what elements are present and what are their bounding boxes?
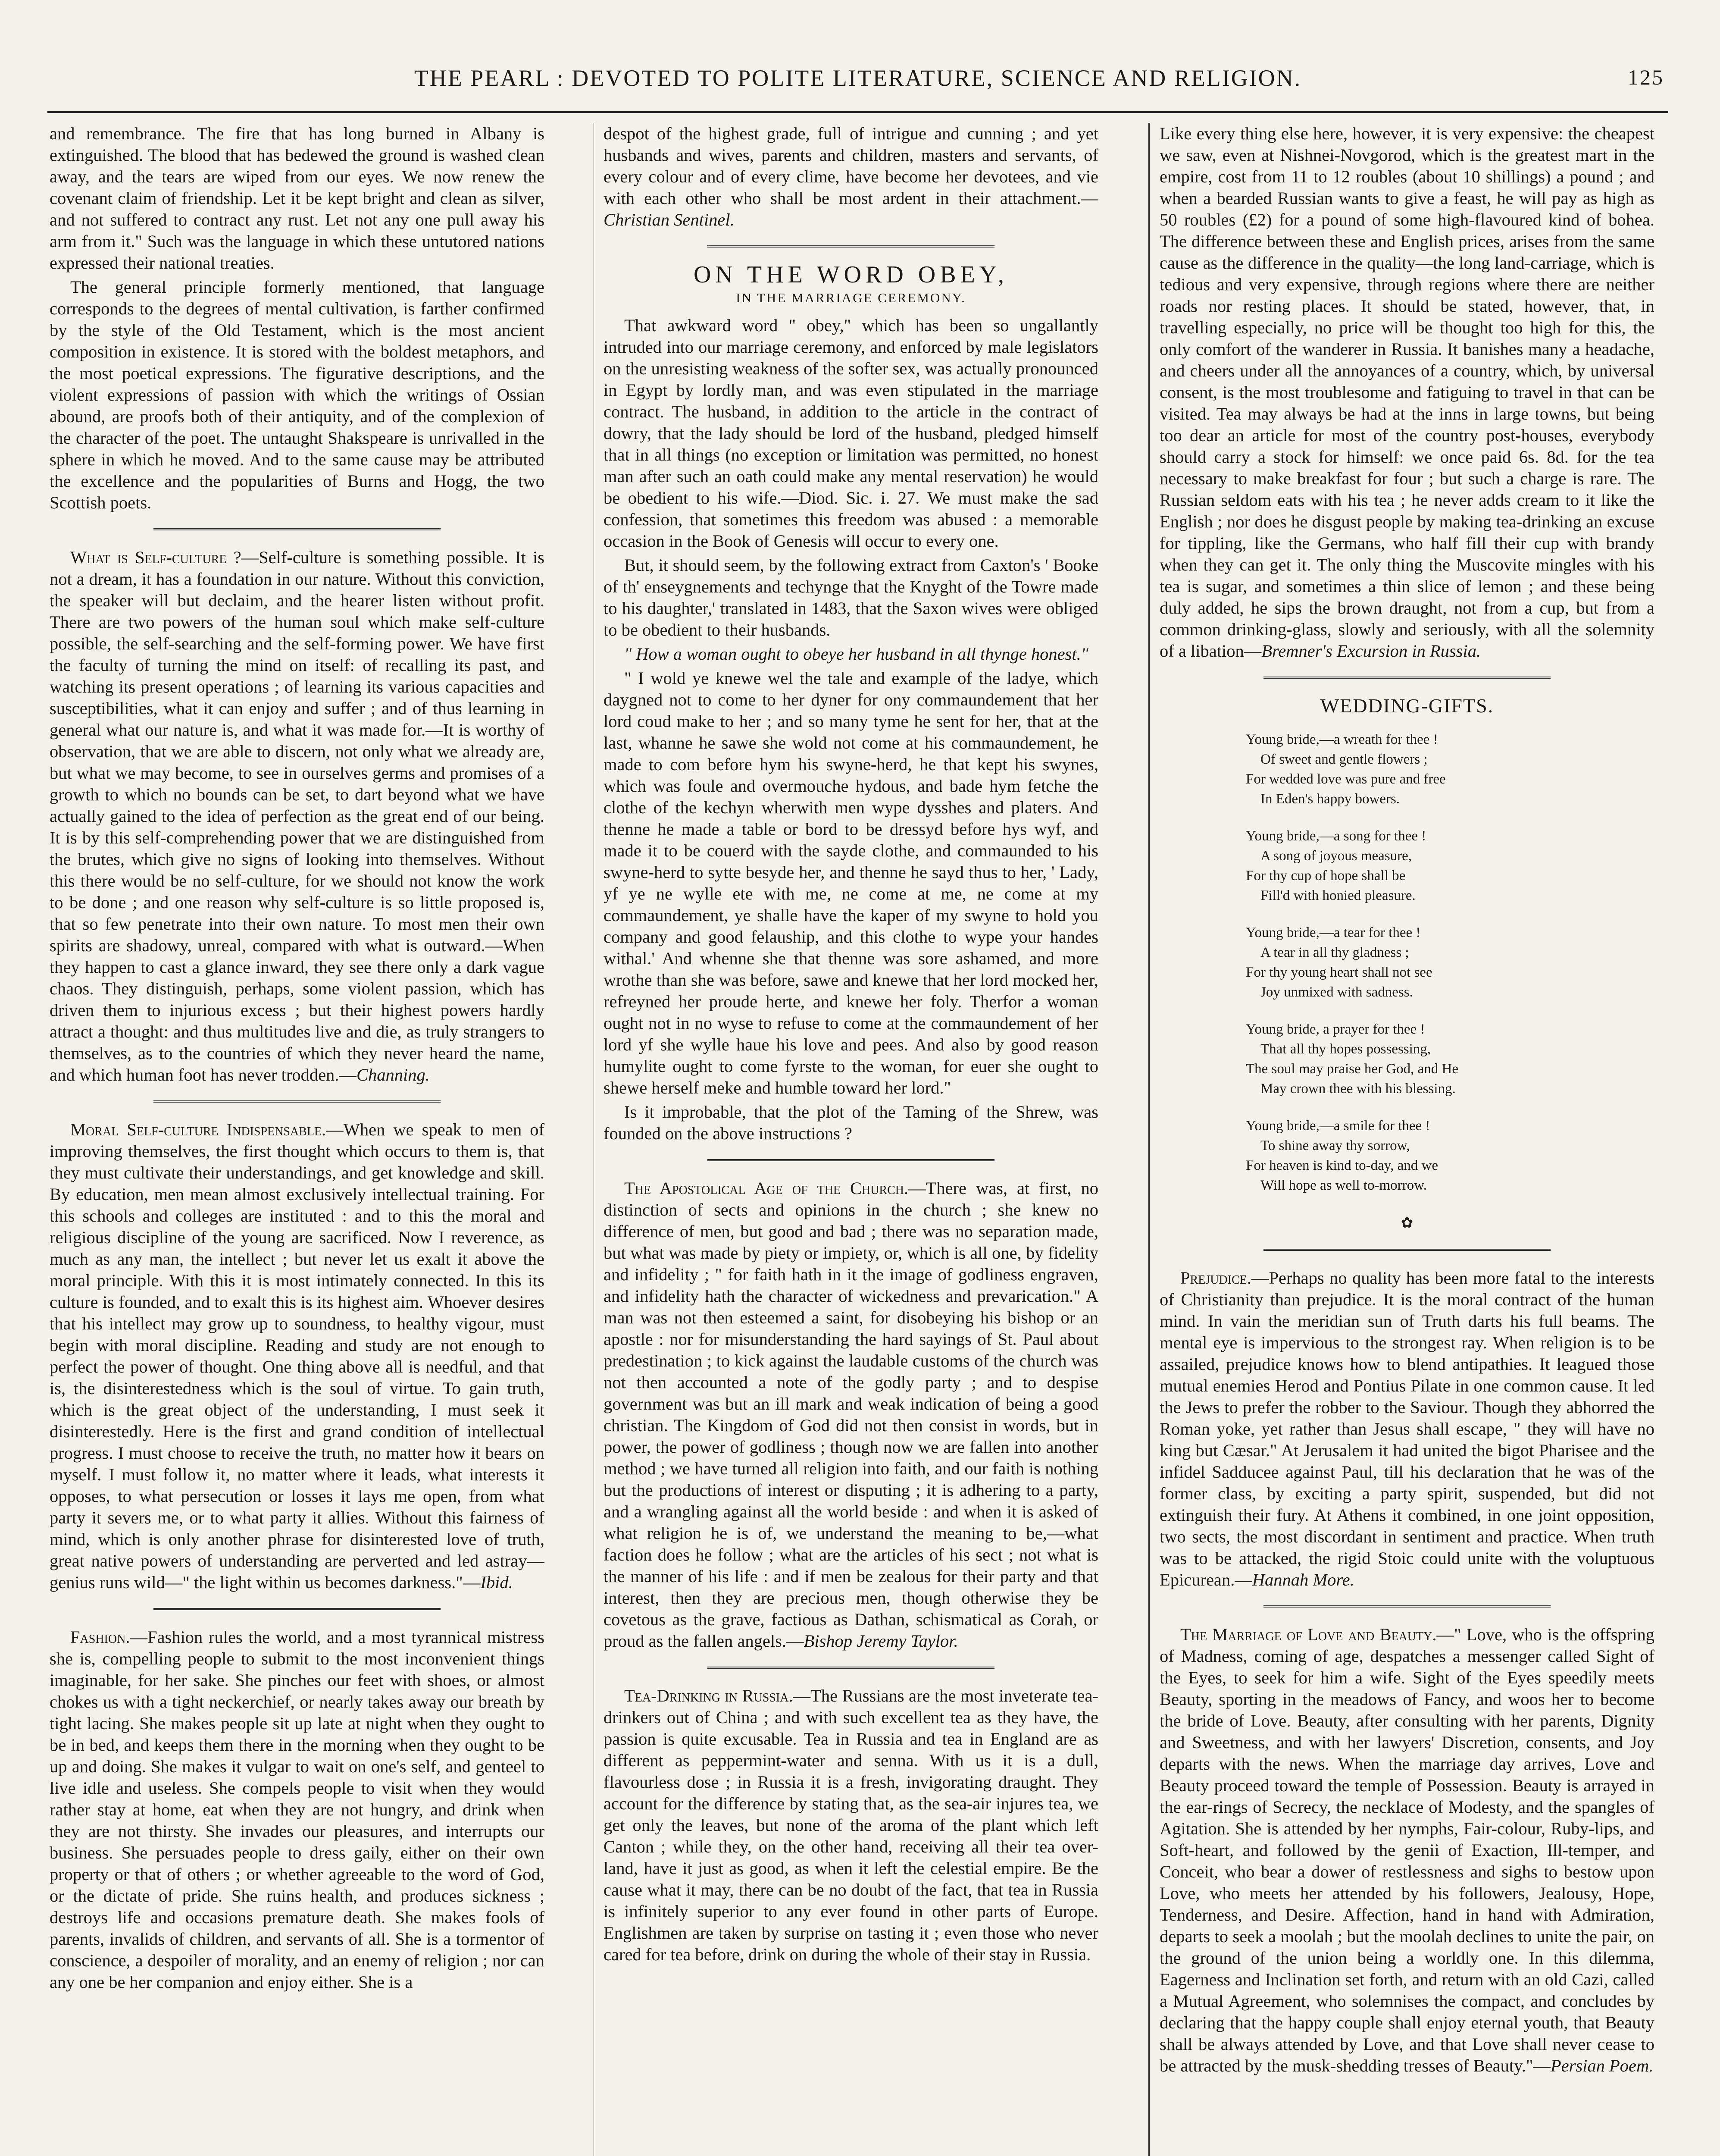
article-heading: Tea-Drinking in Russia. [624, 1686, 793, 1705]
column-2 [604, 123, 1098, 2156]
poem-stanza [1246, 1116, 1654, 1195]
article-heading: ON THE WORD OBEY, [693, 261, 1009, 288]
article-source: Bishop Jeremy Taylor. [804, 1631, 958, 1651]
poem-line: For wedded love was pure and free [1246, 771, 1446, 787]
poem-line: Of sweet and gentle flowers ; [1260, 752, 1428, 767]
article-body: —Perhaps no quality has been more fatal to the interests of Christianity than prejudice. It is the moral contract of the human mind. In vain the meridian sun of Truth darts his full beams. The mental eye is impervious to the strongest ray. When religion is to be assailed, prejudice knows how to blend antipathies. It leagued those mutual enemies Herod and Pontius Pilate in one common cause. It led the Jews to prefer the robber to the Saviour. Though they abhorred the Roman yoke, yet rather than Jesus shall escape, " they will have no king but Cæsar." At Jerusalem it had united the bigot Pharisee and the infidel Sadducee against Paul, till his declaration that he was of the former class, by exciting a party spirit, suspended, but did not extinguish their fury. At Athens it combined, in one joint opposition, two sects, the most discordant in sentiment and practice. When truth was to be attacked, the rigid Stoic could unite with the voluptuous Epicurean.— [1160, 1268, 1654, 1589]
column-3 [1160, 123, 1654, 2156]
quote-title [604, 643, 1098, 665]
article-marriage-love-beauty [1160, 1624, 1654, 2077]
poem-line: Will hope as well to-morrow. [1260, 1178, 1427, 1193]
poem-line: For heaven is kind to-day, and we [1246, 1158, 1438, 1173]
paragraph: and remembrance. The fire that has long burned in Albany is extinguished. The blood that has bedewed the ground is washed clean away, and the tears are wiped from our eyes. We now renew the covenant claim of friendship. Let it be kept bright and clean as silver, and not suffered to contract any rust. Let not any one pull away his arm from it." Such was the language in which these untutored nations expressed their national treaties. [50, 124, 544, 273]
article-separator [153, 1100, 441, 1103]
poem-line: For thy cup of hope shall be [1246, 868, 1406, 884]
article-body: —Fashion rules the world, and a most tyrannical mistress she is, compelling people to submit to the most inconvenient things imaginable, for her sake. She pinches our feet with shoes, or almost chokes us with a tight neckerchief, or nearly takes away our breath by tight lacing. She makes people sit up late at night when they ought to be in bed, and keeps them there in the morning when they ought to be up and doing. She makes it vulgar to wait on one's self, and genteel to live idle and useless. She compels people to visit when they would rather stay at home, eat when they are not hungry, and drink when they are not thirsty. She invades our pleasures, and interrupts our business. She persuades people to dress gaily, either on their own property or that of others ; or whether agreeable to the word of God, or the dictate of pride. She ruins health, and produces sickness ; destroys life and occasions premature death. She makes fools of parents, invalids of children, and servants of all. She is a tormentor of conscience, a despoiler of morality, and an enemy of religion ; nor can any one be her companion and enjoy either. She is a [50, 1627, 544, 1992]
article-heading: The Apostolical Age of the Church. [624, 1178, 909, 1198]
poem-line: Young bride,—a wreath for thee ! [1246, 732, 1438, 747]
poem-line: Young bride,—a smile for thee ! [1246, 1118, 1430, 1134]
article-separator [707, 1159, 994, 1161]
poem-line: Joy unmixed with sadness. [1260, 984, 1413, 1000]
poem-line: In Eden's happy bowers. [1260, 791, 1400, 807]
article-body: Like every thing else here, however, it is very expensive: the cheapest we saw, even at Nishnei-Novgorod, which is the greatest mart in the empire, cost from 11 to 12 roubles (about 10 shillings) a pound ; and when a bearded Russian wants to give a feast, he will pay as high as 50 roubles (£2) for a pound of some high-flavoured kind of bohea. The difference between these and English prices, arises from the same cause as the difference in the quality—the long land-carriage, which is tedious and very expensive, through regions where there are neither roads nor resting places. It should be stated, however, that, in travelling especially, no price will be thought too high for this, the only comfort of the wanderer in Russia. It banishes many a headache, and cheers under all the annoyances of a country, which, by universal consent, is the most troublesome and fatiguing to travel in that can be visited. Tea may always be had at the inns in large towns, but being too dear an article for most of the country post-houses, everybody should carry a stock for himself: we once paid 6s. 8d. for the tea necessary to make breakfast for four ; but such a charge is rare. The Russian seldom eats with his tea ; he never adds cream to it like the English ; nor does he disgust people by making tea-drinking an excuse for tippling, like the Germans, who half fill their cup with brandy when they can get it. The only thing the Muscovite mingles with his tea is sugar, and sometimes a thin slice of lemon ; and these being duly added, he sips the brown draught, not from a cup, but from a common drinking-glass, slowly and seriously, with all the solemnity of a libation— [1160, 124, 1654, 661]
article-body: —Self-culture is something possible. It is not a dream, it has a foundation in our nature. Without this conviction, the speaker will but declaim, and the hearer listen without profit. There are two powers of the human soul which make self-culture possible, the self-searching and the self-forming power. We have first the faculty of turning the mind on itself: of recalling its past, and watching its present operations ; of learning its various capacities and susceptibilities, what it can enjoy and suffer ; and of thus learning in general what our nature is, and what it was made for.—It is worthy of observation, that we are able to discern, not only what we already are, but what we may become, to see in ourselves germs and promises of a growth to which no bounds can be set, to dart beyond what we have actually gained to the idea of perfection as the great end of our being. It is by this self-comprehending power that we are distinguished from the brutes, which give no signs of looking into themselves. Without this there would be no self-culture, for we should not know the work to be done ; and one reason why self-culture is so little proposed is, that so few penetrate into their own nature. To most men their own spirits are shadowy, unreal, compared with what is outward.—When they happen to cast a glance inward, they see there only a dark vague chaos. They distinguish, perhaps, some violent passion, which has driven them to injurious excess ; but their highest powers hardly attract a thought: and thus multitudes live and die, as truly strangers to themselves, as to the countries of which they never heard the name, and which human foot has never trodden.— [50, 548, 544, 1084]
poem-stanza [1246, 923, 1654, 1002]
article-moral-self-culture [50, 1119, 544, 1593]
poem-line: Young bride, a prayer for thee ! [1246, 1022, 1425, 1037]
poem-line: Fill'd with honied pleasure. [1260, 888, 1416, 903]
paragraph: Is it improbable, that the plot of the Taming of the Shrew, was founded on the above instructions ? [604, 1102, 1098, 1143]
poem-line: That all thy hopes possessing, [1260, 1041, 1431, 1057]
article-separator [153, 1608, 441, 1610]
article-self-culture [50, 547, 544, 1086]
article-source: Ibid. [480, 1573, 513, 1592]
poem-stanza [1246, 730, 1654, 809]
article-source: Persian Poem. [1550, 2056, 1654, 2075]
paragraph [1160, 123, 1654, 662]
article-heading: Moral Self-culture Indispensable. [70, 1120, 326, 1139]
poem-stanza [1246, 826, 1654, 906]
paragraph: But, it should seem, by the following extract from Caxton's ' Booke of th' enseygnements and techynge that the Knyght of the Towre made to his daughter,' translated in 1483, that the Saxon wives were obliged to be obedient to their husbands. [604, 555, 1098, 639]
poem-line: Young bride,—a song for thee ! [1246, 828, 1426, 844]
article-body: —The Russians are the most inveterate tea-drinkers out of China ; and with such excellent tea as they have, the passion is quite excusable. Tea in Russia and tea in England are as different as peppermint-water and senna. With us it is a dull, flavourless dose ; in Russia it is a fresh, invigorating draught. They account for the difference by stating that, as the sea-air injures tea, we get only the leaves, but none of the aroma of the plant which left Canton ; while they, on the other hand, receiving all their tea over-land, have it just as good, as when it left the celestial empire. Be the cause what it may, there can be no doubt of the fact, that tea in Russia is infinitely superior to any ever found in other parts of Europe. Englishmen are taken by surprise on tasting it ; even those who never cared for tea before, drink on during the whole of their stay in Russia. [604, 1686, 1098, 1964]
paragraph [604, 123, 1098, 231]
article-source: Bremner's Excursion in Russia. [1261, 641, 1481, 661]
poem-line: A song of joyous measure, [1260, 848, 1412, 864]
page-number: 125 [1628, 65, 1664, 89]
poem-line: To shine away thy sorrow, [1260, 1138, 1410, 1153]
poem-line: May crown thee with his blessing. [1260, 1081, 1456, 1097]
article-heading: The Marriage of Love and Beauty. [1180, 1625, 1437, 1644]
column-1 [50, 123, 544, 2156]
running-title: THE PEARL : DEVOTED TO POLITE LITERATURE, SCIENCE AND RELIGION. [414, 65, 1302, 91]
article-body: —When we speak to men of improving themselves, the first thought which occurs to them is, that they must cultivate their understandings, and get knowledge and skill. By education, men mean almost exclusively intellectual training. For this schools and colleges are instituted : and to this the moral and religious discipline of the young are sacrificed. Now I reverence, as much as any man, the intellect ; but never let us exalt it above the moral principle. With this it is most intimately connected. In this its culture is founded, and to exalt this is its highest aim. Whoever desires that his intellect may grow up to soundness, to healthy vigour, must begin with moral discipline. Reading and study are not enough to perfect the power of thought. One thing above all is needful, and that is, the disinterestedness which is the soul of virtue. To gain truth, which is the great object of the understanding, I must seek it disinterestedly. Here is the first and grand condition of intellectual progress. I must choose to receive the truth, no matter how it bears on myself. I must follow it, no matter where it leads, what interests it opposes, to what persecution or losses it lays me open, from what party it severs me, or to what party it allies. Without this fairness of mind, which is only another phrase for disinterested love of truth, great native powers of understanding are perverted and led astray—genius runs wild—" the light within us becomes darkness."— [50, 1120, 544, 1592]
poem-line: The soul may praise her God, and He [1246, 1061, 1459, 1077]
article-separator [1263, 1605, 1551, 1608]
article-tea-drinking [604, 1685, 1098, 1965]
quote-title-text: " How a woman ought to obeye her husband in all thynge honest." [624, 644, 1088, 664]
article-body: despot of the highest grade, full of intrigue and cunning ; and yet husbands and wives, parents and children, masters and servants, of every colour and of every clime, have become her devotees, and vie with each other who shall be most ardent in their attachment.— [604, 124, 1098, 208]
poem-line: For thy young heart shall not see [1246, 965, 1432, 980]
article-subheading: IN THE MARRIAGE CEREMONY. [736, 290, 966, 305]
paragraph: The general principle formerly mentioned, that language corresponds to the degrees of mental cultivation, is farther confirmed by the style of the Old Testament, which is the most ancient composition in existence. It is stored with the boldest metaphors, and the most poetical expressions. The figurative descriptions, and the violent expressions of passion with which the writings of Ossian abound, are proofs both of their antiquity, and of the complexion of the character of the poet. The untaught Shakspeare is unrivalled in the sphere in which he moved. And to the same cause may be attributed the excellence and the popularities of Burns and Hogg, the two Scottish poets. [50, 277, 544, 512]
article-separator [707, 245, 994, 248]
poem-heading: WEDDING-GIFTS. [1320, 695, 1494, 717]
article-source: Hannah More. [1252, 1570, 1354, 1589]
article-source: Christian Sentinel. [604, 210, 735, 229]
article-body: —" Love, who is the offspring of Madness, coming of age, despatches a messenger called Sight of the Eyes, to seek for him a wife. Sight of the Eyes speedily meets Beauty, sporting in the meadows of Fancy, and woos her to become the bride of Love. Beauty, after consulting with her parents, Dignity and Sweetness, and with her lawyers' Discretion, consents, and Joy departs with the news. When the marriage day arrives, Love and Beauty proceed toward the temple of Possession. Beauty is arrayed in the ear-rings of Secrecy, the necklace of Modesty, and the spangles of Agitation. She is attended by her nymphs, Fair-colour, Ruby-lips, and Soft-heart, and followed by the genii of Exaction, Ill-temper, and Conceit, who bear a dower of restlessness and sighs to bestow upon Love, who meets her attended by his followers, Jealousy, Hope, Tenderness, and Desire. Affection, hand in hand with Admiration, departs to seek a moolah ; but the moolah declines to unite the pair, on the ground of the union being a worldly one. In this dilemma, Eagerness and Inclination set forth, and return with an old Cazi, called a Mutual Agreement, who solemnises the compact, and concludes by declaring that the happy couple shall enjoy eternal youth, that Beauty shall be always attended by Love, and that Love shall never cease to be attracted by the musk-shedding tresses of Beauty."— [1160, 1625, 1654, 2075]
article-fashion [50, 1626, 544, 1993]
header-rule [47, 111, 1668, 113]
poem-line: Young bride,—a tear for thee ! [1246, 925, 1421, 940]
paragraph: That awkward word " obey," which has been so ungallantly intruded into our marriage ceremony, and enforced by male legislators on the unresisting weakness of the softer sex, was actually pronounced in Egypt by lordly man, and was even stipulated in the marriage contract. The husband, in addition to the article in the contract of dowry, that the lady should be lord of the husband, pledged himself that in all things (no exception or limitation was permitted, no honest man after such an oath could make any mental reservation) he would be obedient to his wife.—Diod. Sic. i. 27. We must make the sad confession, that sometimes this freedom was abused : a memorable occasion in the Book of Genesis will occur to every one. [604, 316, 1098, 551]
article-separator [153, 528, 441, 530]
ornament-icon: ✿ [1401, 1215, 1414, 1231]
article-prejudice [1160, 1267, 1654, 1591]
article-apostolical-age [604, 1178, 1098, 1652]
article-separator [1263, 1249, 1551, 1251]
poem-stanza [1246, 1019, 1654, 1099]
article-heading: Prejudice. [1180, 1268, 1251, 1288]
article-source: Channing. [356, 1065, 430, 1084]
article-separator [1263, 677, 1551, 679]
article-heading: What is Self-culture ? [70, 548, 241, 567]
poem-wedding-gifts [1246, 730, 1654, 1195]
article-body: —There was, at first, no distinction of sects and opinions in the church ; she knew no difference of men, but good and bad ; there was no separation made, but what was made by piety or impiety, or, which is all one, by fidelity and infidelity ; " for faith hath in it the image of godliness engraven, and infidelity hath the character of wickedness and prevarication." A man was not then esteemed a saint, for disobeying his bishop or an apostle : nor for misunderstanding the hard sayings of St. Paul about predestination ; to kick against the laudable customs of the church was not then accounted a note of the godly party ; and to despise government was but an ill mark and weak indication of being a good christian. The Kingdom of God did not then consist in words, but in power, the power of godliness ; though now we are fallen into another method ; we have turned all religion into faith, and our faith is nothing but the productions of interest or disputing ; it is adhering to a party, and a wrangling against all the world beside : and when it is asked of what religion he is of, we understand the meaning to be,—what faction does he follow ; what are the articles of his sect ; not what is the manner of his life : and if men be zealous for their party and that interest, then they are precious men, though otherwise they be covetous as the grave, factious as Dathan, schismatical as Corah, or proud as the fallen angels.— [604, 1178, 1098, 1651]
column-divider [593, 123, 594, 2156]
page-header [47, 65, 1668, 106]
article-separator [707, 1667, 994, 1669]
paragraph: " I wold ye knewe wel the tale and example of the ladye, which daygned not to come to her dyner for ony commaundement that her lord coud make to her ; and so many tyme he sent for her, that at the last, whanne he sawe she wold not come at his commaundement, he made to com before hym his swyne-herd, he that kept his swynes, which was foule and overmouche hydous, and bade hym fetche the clothe of the kechyn wherwith men wype dysshes and platers. And thenne he made a table or bord to be dressyd before hys wyf, and made it to be couerd with the sayde clothe, and commaunded to his swyne-herd to sytte besyde her, and thenne he sayd thus to her, ' Lady, yf ye ne wylle ete with me, ne come at me, ne come at my commaundement, ye shalle have the kaper of my swyne to hold you company and good felauship, and this clothe to wype your handes withal.' And whenne she that thenne was sore ashamed, and more wrothe than she was before, sawe and knewe that her lord mocked her, refreyned her proude herte, and knewe her foly. Therfor a woman ought not in no wyse to refuse to come at the commaundement of her lord yf she wylle haue his love and pees. And also by good reason humylite ought to come fyrste to the woman, for euer she ought to shewe herself meke and humble toward her lord." [604, 668, 1098, 1097]
article-heading: Fashion. [70, 1627, 130, 1647]
column-divider [1148, 123, 1150, 2156]
poem-line: A tear in all thy gladness ; [1260, 945, 1409, 960]
